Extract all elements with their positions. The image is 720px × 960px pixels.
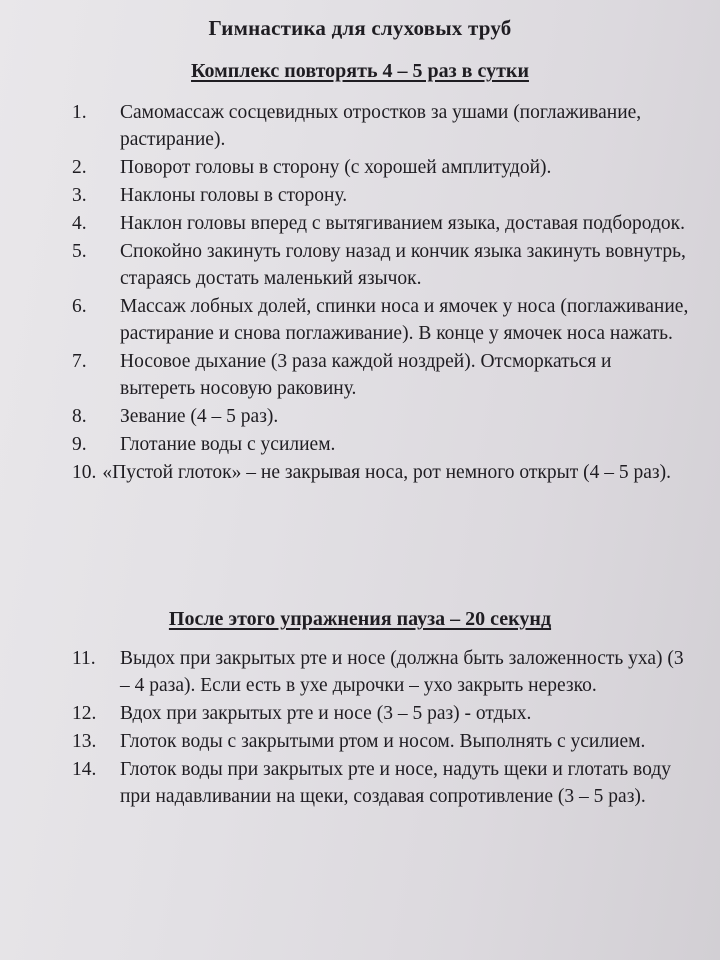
document-subtitle: Комплекс повторять 4 – 5 раз в сутки — [191, 60, 529, 82]
item-number: 14. — [72, 759, 97, 780]
item-text: Вдох при закрытых рте и носе (3 – 5 раз) - отдых. — [120, 703, 532, 724]
item-text: Выдох при закрытых рте и носе (должна быть заложенность уха) (3 – 4 раза). Если есть в ухе дырочки – ухо закрыть нерезко. — [120, 648, 684, 696]
item-number: 13. — [72, 731, 97, 752]
item-number: 7. — [72, 351, 87, 372]
item-number: 9. — [72, 434, 87, 455]
item-number: 10. — [72, 462, 97, 483]
item-text: Зевание (4 – 5 раз). — [120, 406, 279, 427]
item-number: 1. — [72, 102, 87, 123]
exercise-list-part1 — [0, 99, 690, 487]
list-item — [0, 238, 690, 292]
list-item — [0, 431, 690, 458]
list-item — [0, 293, 690, 347]
list-item — [0, 210, 690, 237]
item-text: Спокойно закинуть голову назад и кончик языка закинуть вовнутрь, стараясь достать маленький язычок. — [120, 241, 686, 289]
pause-heading: После этого упражнения пауза – 20 секунд — [168, 608, 552, 630]
item-text: Массаж лобных долей, спинки носа и ямочек у носа (поглаживание, растирание и снова поглаживание). В конце у ямочек носа нажать. — [120, 296, 689, 344]
list-item — [0, 154, 690, 181]
item-text: Носовое дыхание (3 раза каждой ноздрей). Отсморкаться и вытереть носовую раковину. — [120, 351, 612, 399]
item-number: 2. — [72, 157, 87, 178]
item-text: Поворот головы в сторону (с хорошей амплитудой). — [120, 157, 552, 178]
list-item — [0, 756, 690, 810]
item-text: «Пустой глоток» – не закрывая носа, рот немного открыт (4 – 5 раз). — [102, 462, 671, 483]
list-item — [0, 182, 690, 209]
item-number: 5. — [72, 241, 87, 262]
item-number: 12. — [72, 703, 97, 724]
list-item — [0, 348, 690, 402]
exercise-list-part2 — [0, 645, 690, 811]
list-item — [0, 700, 690, 727]
document-title: Гимнастика для слуховых труб — [208, 16, 512, 40]
item-number: 11. — [72, 648, 96, 669]
item-number: 8. — [72, 406, 87, 427]
list-item — [0, 459, 690, 486]
item-number: 3. — [72, 185, 87, 206]
item-number: 6. — [72, 296, 87, 317]
item-text: Наклоны головы в сторону. — [120, 185, 348, 206]
item-text: Глоток воды при закрытых рте и носе, надуть щеки и глотать воду при надавливании на щеки, создавая сопротивление (3 – 5 раз). — [120, 759, 671, 807]
list-item — [0, 645, 690, 699]
item-text: Самомассаж сосцевидных отростков за ушами (поглаживание, растирание). — [120, 102, 642, 150]
list-item — [0, 728, 690, 755]
item-text: Глотание воды с усилием. — [120, 434, 336, 455]
list-item — [0, 99, 690, 153]
item-number: 4. — [72, 213, 87, 234]
list-item — [0, 403, 690, 430]
item-text: Наклон головы вперед с вытягиванием языка, доставая подбородок. — [120, 213, 685, 234]
item-text: Глоток воды с закрытыми ртом и носом. Выполнять с усилием. — [120, 731, 646, 752]
